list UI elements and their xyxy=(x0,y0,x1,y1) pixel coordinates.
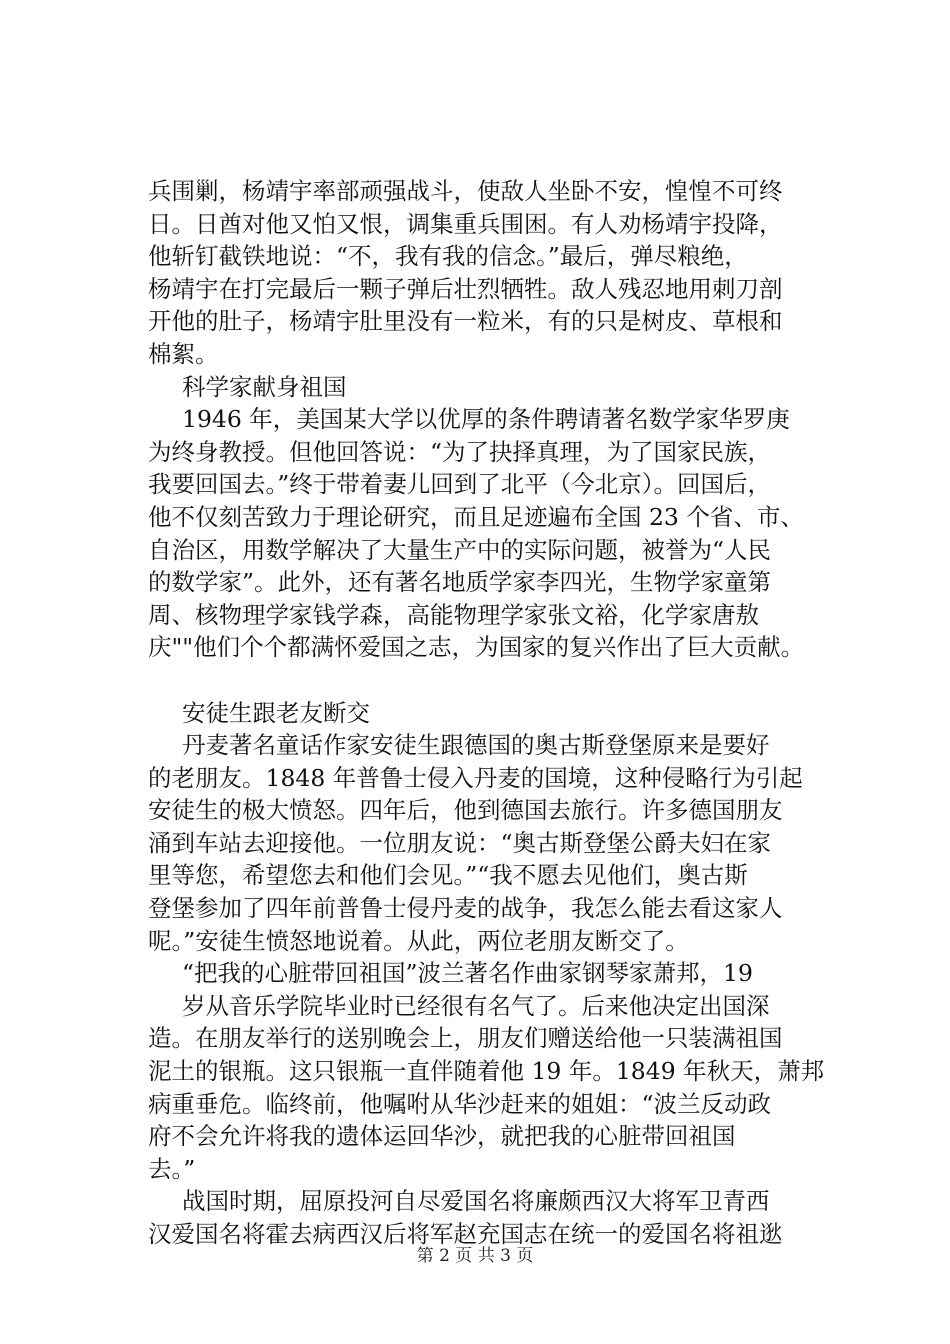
text-line: 日。日酋对他又怕又恨，调集重兵围困。有人劝杨靖宇投降， xyxy=(148,209,783,238)
blank-line xyxy=(148,664,858,697)
text-line: 涌到车站去迎接他。一位朋友说：“奥古斯登堡公爵夫妇在家 xyxy=(148,828,772,857)
text-line: 杨靖宇在打完最后一颗子弹后壮烈牺牲。敌人残忍地用刺刀剖 xyxy=(148,274,783,303)
text-line: 的数学家”。此外，还有著名地质学家李四光，生物学家童第 xyxy=(148,568,772,597)
text-line: 去。” xyxy=(148,1154,196,1183)
text-line: 汉爱国名将霍去病西汉后将军赵充国志在统一的爱国名将祖逖 xyxy=(148,1220,783,1248)
text-line: 为终身教授。但他回答说：“为了抉择真理，为了国家民族， xyxy=(148,437,772,466)
text-line: 战国时期，屈原投河自尽爱国名将廉颇西汉大将军卫青西 xyxy=(182,1187,770,1216)
text-line: 病重垂危。临终前，他嘱咐从华沙赶来的姐姐：“波兰反动政 xyxy=(148,1089,772,1118)
text-line: 自治区，用数学解决了大量生产中的实际问题，被誉为“人民 xyxy=(148,535,772,564)
text-line: 登堡参加了四年前普鲁士侵丹麦的战争，我怎么能去看这家人 xyxy=(148,894,783,923)
text-line: 1946 年，美国某大学以优厚的条件聘请著名数学家华罗庚 xyxy=(182,405,790,434)
text-line: 泥土的银瓶。这只银瓶一直伴随着他 19 年。1849 年秋天，萧邦 xyxy=(148,1057,825,1086)
text-line: 岁从音乐学院毕业时已经很有名气了。后来他决定出国深 xyxy=(182,991,770,1020)
section-heading-scientists: 科学家献身祖国 xyxy=(182,372,347,401)
text-line: 庆""他们个个都满怀爱国之志，为国家的复兴作出了巨大贡献。 xyxy=(148,633,805,662)
section-heading-andersen: 安徒生跟老友断交 xyxy=(182,698,370,727)
body-text xyxy=(148,175,858,1251)
section-heading-chopin: “把我的心脏带回祖国”波兰著名作曲家钢琴家萧邦，19 xyxy=(182,959,753,988)
text-line: 开他的肚子，杨靖宇肚里没有一粒米，有的只是树皮、草根和 xyxy=(148,307,783,336)
text-line: 里等您，希望您去和他们会见。”“我不愿去见他们，奥古斯 xyxy=(148,861,748,890)
text-line: 造。在朋友举行的送别晚会上，朋友们赠送给他一只装满祖国 xyxy=(148,1024,783,1053)
text-line: 呢。”安徒生愤怒地说着。从此，两位老朋友断交了。 xyxy=(148,926,689,955)
text-line: 府不会允许将我的遗体运回华沙，就把我的心脏带回祖国 xyxy=(148,1122,736,1151)
text-line: 丹麦著名童话作家安徒生跟德国的奥古斯登堡原来是要好 xyxy=(182,731,770,760)
text-line: 兵围剿，杨靖宇率部顽强战斗，使敌人坐卧不安，惶惶不可终 xyxy=(148,177,783,205)
text-line: 他斩钉截铁地说：“不，我有我的信念。”最后，弹尽粮绝， xyxy=(148,242,748,271)
text-line: 我要回国去。”终于带着妻儿回到了北平（今北京）。回国后， xyxy=(148,470,772,499)
text-line: 安徒生的极大愤怒。四年后，他到德国去旅行。许多德国朋友 xyxy=(148,796,783,825)
text-line: 棉絮。 xyxy=(148,339,219,368)
text-line: 他不仅刻苦致力于理论研究，而且足迹遍布全国 23 个省、市、 xyxy=(148,502,804,531)
text-line: 周、核物理学家钱学森，高能物理学家张文裕，化学家唐敖 xyxy=(148,600,759,629)
page-footer: 第 2 页 共 3 页 xyxy=(416,1246,534,1266)
text-line: 的老朋友。1848 年普鲁士侵入丹麦的国境，这种侵略行为引起 xyxy=(148,763,803,792)
